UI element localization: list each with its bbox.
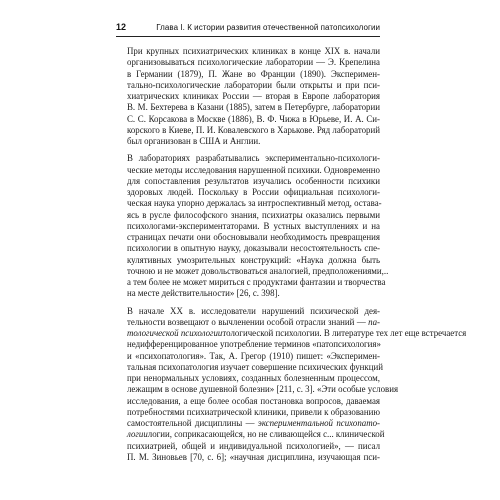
paragraph-2 bbox=[116, 153, 389, 299]
text-line: ясь в русле философского знания, психиатры оказались первыми bbox=[127, 209, 380, 220]
text-line: тально-психологические лаборатории были открыты и при пси- bbox=[127, 79, 380, 90]
text-line: и «психопатология». Так, А. Грегор (1910) пишет: «Эксперимен- bbox=[127, 350, 380, 361]
text-run: тельности возвещают о вычленении особой отрасли знаний — bbox=[127, 316, 369, 327]
text-line: при ненормальных условиях, созданных болезненным процессом, bbox=[127, 373, 380, 383]
text-line: лежащим в основе душевной болезни» [211, с. 3]. «Эти особые условия bbox=[127, 384, 399, 395]
text-line: ческие методы исследования нарушенной психики. Одновременно bbox=[127, 164, 380, 175]
text-line: психологии в опытную науку, доказывали несостоятельность спе- bbox=[127, 243, 380, 254]
text-line: был организован в США и Англии. bbox=[127, 136, 261, 146]
text-line: В начале XX в. исследователи нарушений психической дея- bbox=[127, 305, 380, 316]
text-line: страницах печати они обосновывали необходимость превращения bbox=[127, 232, 380, 242]
text-line: психиатрией, общей и индивидуальной психологией», — писал bbox=[127, 440, 380, 451]
text-line: в Германии (1879), П. Жане во Франции (1890). Эксперимен- bbox=[127, 68, 380, 79]
text-line bbox=[116, 317, 380, 328]
text-line: корского в Киеве, П. И. Ковалевского в Харькове. Ряд лабораторий bbox=[127, 124, 380, 135]
text-line: потребностями психиатрической клиники, привели к образованию bbox=[127, 406, 380, 417]
text-line: организовываться психологические лаборатории — Э. Крепелина bbox=[127, 57, 380, 68]
text-line: а тем более не может мириться с продуктами фантазии и творчества bbox=[127, 277, 386, 287]
text-line: исследования, а еще более особая постановка вопросов, даваемая bbox=[127, 395, 380, 406]
text-run: тологической психологии. В литературе тех лет еще встречается bbox=[222, 328, 467, 338]
emphasis-text: логии bbox=[127, 429, 148, 440]
text-line: кулятивных умозрительных конструкций: «Наука должна быть bbox=[127, 254, 380, 265]
body-text bbox=[116, 46, 467, 463]
text-line: на месте действительности» [26, с. 398]. bbox=[127, 288, 280, 299]
page-number: 12 bbox=[116, 22, 127, 32]
emphasis-text: экспериментальной психопато- bbox=[257, 418, 380, 428]
running-head bbox=[116, 20, 380, 34]
text-run: логии, соприкасающейся, но не сливающейся с... клинической bbox=[147, 429, 385, 440]
emphasis-text: па- bbox=[368, 316, 380, 327]
paragraph-3 bbox=[116, 305, 467, 464]
text-line: В лабораториях разрабатывались экспериментально-психологи- bbox=[127, 153, 380, 164]
text-line: для сопоставления результатов изучались особенности психики bbox=[127, 175, 380, 186]
chapter-title: Глава I. К истории развития отечественной патопсихологии bbox=[156, 22, 380, 32]
text-line: хиатрических клиниках России — вторая в Европе лаборатория bbox=[127, 91, 380, 101]
text-line: тальная психопатология изучает совершение психических функций bbox=[127, 361, 383, 372]
text-line: психологами-экспериментаторами. В устных выступлениях и на bbox=[127, 220, 380, 231]
text-line: При крупных психиатрических клиниках в конце XIX в. начали bbox=[127, 46, 380, 56]
text-run: самостоятельной дисциплины — bbox=[127, 418, 258, 428]
text-line: точною и не может довольствоваться аналогией, предположениями,.. bbox=[127, 265, 389, 276]
text-line: В. М. Бехтерева в Казани (1885), затем в Петербурге, лаборатории bbox=[127, 102, 380, 113]
text-line bbox=[116, 418, 380, 429]
text-line: здоровых людей. Поскольку в России официальная психологи- bbox=[127, 187, 380, 197]
emphasis-text: тологической психологии bbox=[127, 328, 223, 338]
paragraph-1 bbox=[116, 46, 380, 147]
header-rule bbox=[116, 36, 380, 37]
text-line: недифференцированное употребление терминов «патопсихология» bbox=[127, 339, 381, 350]
text-line: ческая наука упорно держалась за интроспективный метод, остава- bbox=[127, 198, 382, 209]
text-line bbox=[116, 328, 467, 339]
text-line: С. С. Корсакова в Москве (1886), В. Ф. Чижа в Юрьеве, И. А. Си- bbox=[127, 113, 380, 124]
text-line: П. М. Зиновьев [70, с. 6]; «научная дисциплина, изучающая пси- bbox=[127, 451, 380, 462]
text-line bbox=[116, 429, 385, 440]
